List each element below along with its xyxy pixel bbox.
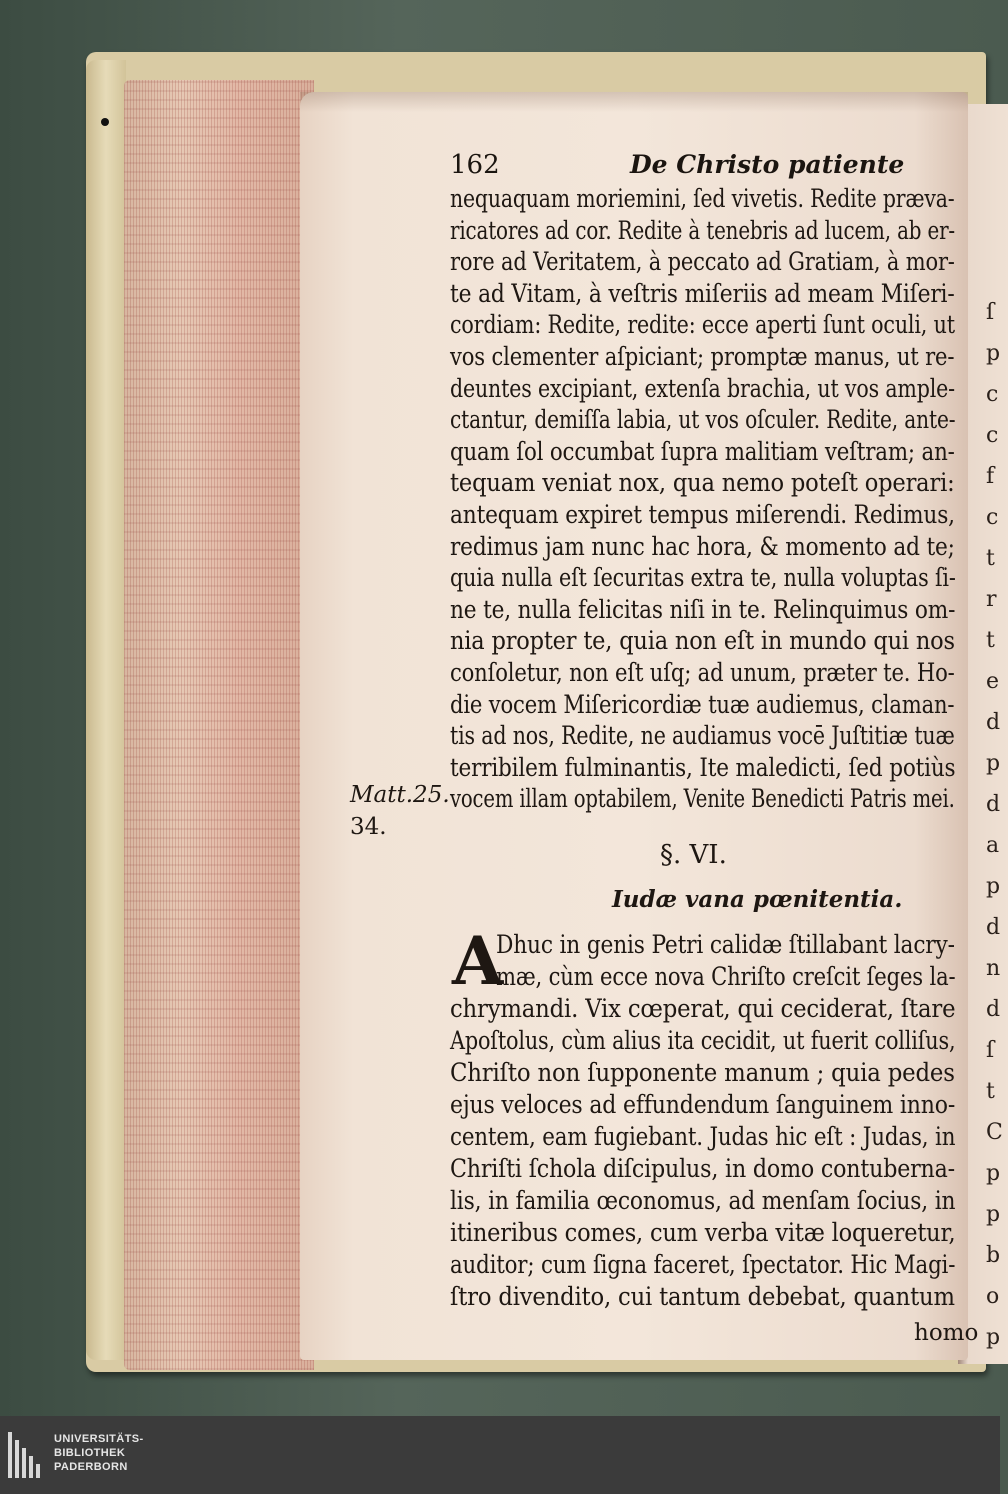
section-number: §. VI.	[660, 840, 727, 870]
facing-page-letter: d	[986, 915, 1001, 940]
text-line: ricatores ad cor. Redite à tenebris ad lucem, ab er-	[450, 215, 955, 245]
book-spine	[86, 60, 126, 1360]
text-line: itineribus comes, cum verba vitæ loqueretur,	[450, 1218, 956, 1247]
facing-page-letter: ſ	[986, 300, 995, 325]
text-line: die vocem Miſericordiæ tuæ audiemus, claman-	[450, 689, 955, 719]
text-line: centem, eam fugiebant. Judas hic eſt : Judas, in	[450, 1122, 956, 1151]
library-logo-icon	[8, 1432, 46, 1478]
text-line: redimus jam nunc hac hora, & momento ad te;	[450, 531, 955, 561]
margin-note-reference: Matt.25.	[350, 782, 450, 808]
facing-page-letter: c	[986, 423, 999, 448]
facing-page-letter: r	[986, 587, 997, 612]
facing-page-letter: p	[986, 1202, 1001, 1227]
text-line: Chriſto non ſupponente manum ; quia pedes	[450, 1058, 955, 1087]
section-title: Iudæ vana pœnitentia.	[612, 886, 903, 913]
binding-hole	[101, 118, 109, 126]
facing-page-letter: p	[986, 874, 1001, 899]
text-line: ejus veloces ad effundendum ſanguinem inno-	[450, 1090, 956, 1119]
library-name-line: PADERBORN	[54, 1461, 128, 1473]
facing-page-letter: d	[986, 792, 1001, 817]
facing-page-letter: p	[986, 341, 1001, 366]
text-line: terribilem fulminantis, Ite maledicti, ſed potiùs	[450, 752, 956, 782]
facing-page-letter: p	[986, 1325, 1001, 1350]
text-line: tequam veniat nox, qua nemo poteſt operari:	[450, 468, 955, 498]
text-line: quia nulla eſt ſecuritas extra te, nulla voluptas ſi-	[450, 563, 956, 593]
text-line: ſtro divendito, cui tantum debebat, quantum	[450, 1282, 955, 1311]
facing-page-letter: c	[986, 382, 999, 407]
library-name-line: UNIVERSITÄTS-	[54, 1433, 144, 1445]
library-name-line: BIBLIOTHEK	[54, 1447, 126, 1459]
page-edges	[124, 80, 314, 1370]
running-head	[450, 150, 970, 184]
text-line: auditor; cum ſigna faceret, ſpectator. Hic Magi-	[450, 1250, 956, 1279]
margin-note-verse: 34.	[350, 814, 387, 840]
page-top-shadow	[300, 92, 968, 112]
text-line: Dhuc in genis Petri calidæ ſtillabant lacry-	[496, 930, 955, 959]
text-line: rore ad Veritatem, à peccato ad Gratiam, à mor-	[450, 247, 955, 277]
text-line: vocem illam optabilem, Venite Benedicti Patris mei.	[450, 784, 955, 814]
facing-page-letter: b	[986, 1243, 1001, 1268]
running-title: De Christo patiente	[630, 150, 905, 179]
text-line: antequam expiret tempus miſerendi. Redimus,	[450, 500, 955, 529]
facing-page-letter: f	[986, 464, 995, 489]
text-line: Apoſtolus, cùm alius ita cecidit, ut fuerit colliſus,	[450, 1026, 956, 1055]
facing-page-letter: t	[986, 546, 995, 571]
text-line: ctantur, demiſſa labia, ut vos oſculer. Redite, ante-	[450, 405, 956, 435]
facing-page-letter: o	[986, 1284, 1000, 1309]
text-line: ne te, nulla felicitas niſi in te. Relinquimus om-	[450, 594, 956, 624]
text-line: tis ad nos, Redite, ne audiamus vocē Juſtitiæ tuæ	[450, 721, 955, 751]
facing-page-letter: a	[986, 833, 1000, 858]
library-footer	[0, 1416, 1000, 1494]
facing-page-letter: e	[986, 669, 1000, 694]
text-line: quam ſol occumbat ſupra malitiam veſtram; an-	[450, 436, 955, 466]
facing-page-letter: C	[986, 1120, 1003, 1145]
facing-page-letter: n	[986, 956, 1001, 981]
text-line: mæ, cùm ecce nova Chriſto creſcit ſeges la-	[496, 962, 956, 991]
facing-page-letter: d	[986, 710, 1001, 735]
text-line: nequaquam moriemini, ſed vivetis. Redite præva-	[450, 184, 955, 213]
text-line: lis, in familia œconomus, ad menſam ſocius, in	[450, 1186, 956, 1215]
text-line: nia propter te, quia non eſt in mundo qui nos	[450, 626, 955, 656]
text-line: conſoletur, non eſt uſq; ad unum, præter te. Ho-	[450, 658, 955, 687]
facing-page-letter: p	[986, 1161, 1001, 1186]
text-line: chrymandi. Vix cœperat, qui ceciderat, ſtare	[450, 994, 956, 1023]
text-line: te ad Vitam, à veſtris miſeriis ad meam Miſeri-	[450, 278, 955, 308]
text-line: Chriſti ſchola diſcipulus, in domo contuberna-	[450, 1154, 955, 1183]
facing-page-letter: p	[986, 751, 1001, 776]
page-number: 162	[450, 150, 500, 180]
facing-page-letter: t	[986, 628, 995, 653]
facing-page-letter: d	[986, 997, 1001, 1022]
text-line: cordiam: Redite, redite: ecce aperti ſunt oculi, ut	[450, 310, 955, 340]
library-name	[54, 1432, 144, 1474]
text-line: deuntes excipiant, extenſa brachia, ut vos ample-	[450, 373, 955, 403]
facing-page-letter: c	[986, 505, 999, 530]
facing-page-letter: ſ	[986, 1038, 995, 1063]
drop-cap: A	[452, 922, 504, 1000]
catchword: homo	[914, 1320, 979, 1346]
text-line: vos clementer aſpiciant; promptæ manus, ut re-	[450, 342, 955, 371]
facing-page-letter: t	[986, 1079, 995, 1104]
